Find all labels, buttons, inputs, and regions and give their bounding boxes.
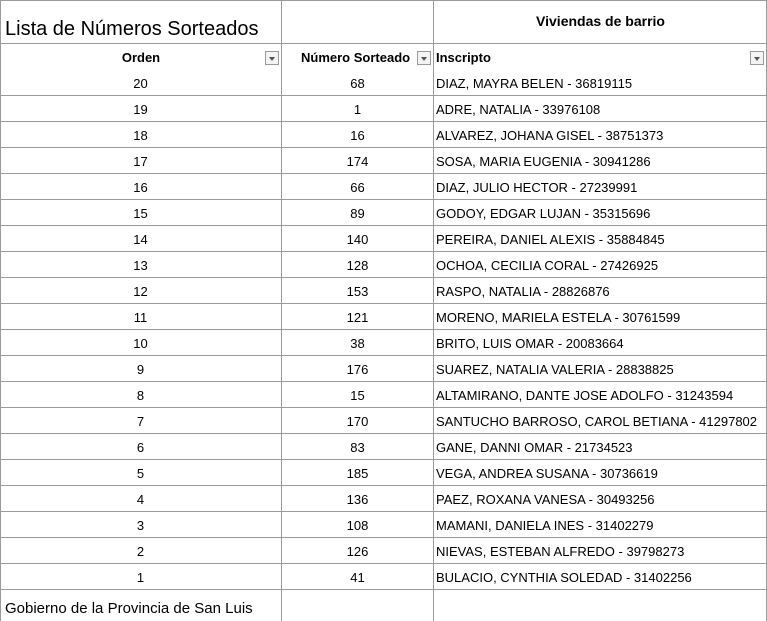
table-row[interactable] [0,460,767,486]
filter-dropdown-icon[interactable] [265,51,279,65]
cell-inscripto[interactable]: ALVAREZ, JOHANA GISEL - 38751373 [436,128,664,143]
cell-numero[interactable]: 176 [346,362,369,377]
cell-orden[interactable]: 15 [133,206,148,221]
cell-orden[interactable]: 8 [136,388,145,403]
cell-numero[interactable]: 15 [350,388,365,403]
table-row[interactable] [0,252,767,278]
cell-inscripto[interactable]: SANTUCHO BARROSO, CAROL BETIANA - 41297802 [436,414,758,429]
cell-orden[interactable]: 12 [133,284,148,299]
column-header-label: Inscripto [436,50,491,65]
cell-numero[interactable]: 16 [350,128,365,143]
cell-inscripto[interactable]: BULACIO, CYNTHIA SOLEDAD - 31402256 [436,570,692,585]
filter-dropdown-icon[interactable] [417,51,431,65]
column-header-label: Orden [121,50,161,65]
table-row[interactable] [0,330,767,356]
cell-inscripto[interactable]: SOSA, MARIA EUGENIA - 30941286 [436,154,651,169]
table-row[interactable] [0,538,767,564]
table-row[interactable] [0,226,767,252]
cell-numero[interactable]: 38 [350,336,365,351]
page-subtitle: Viviendas de barrio [536,13,665,29]
cell-orden[interactable]: 17 [133,154,148,169]
cell-inscripto[interactable]: RASPO, NATALIA - 28826876 [436,284,610,299]
cell-orden[interactable]: 6 [136,440,145,455]
cell-orden[interactable]: 13 [133,258,148,273]
cell-inscripto[interactable]: VEGA, ANDREA SUSANA - 30736619 [436,466,658,481]
cell-inscripto[interactable]: GANE, DANNI OMAR - 21734523 [436,440,633,455]
cell-numero[interactable]: 89 [350,206,365,221]
cell-inscripto[interactable]: DIAZ, MAYRA BELEN - 36819115 [436,76,633,91]
cell-orden[interactable]: 9 [136,362,145,377]
table-row[interactable] [0,148,767,174]
table-row[interactable] [0,122,767,148]
cell-inscripto[interactable]: GODOY, EDGAR LUJAN - 35315696 [436,206,651,221]
column-header-inscripto[interactable] [434,44,766,70]
cell-numero[interactable]: 128 [346,258,369,273]
cell-numero[interactable]: 126 [346,544,369,559]
filter-dropdown-icon[interactable] [750,51,764,65]
cell-numero[interactable]: 174 [346,154,369,169]
cell-inscripto[interactable]: MAMANI, DANIELA INES - 31402279 [436,518,654,533]
cell-inscripto[interactable]: DIAZ, JULIO HECTOR - 27239991 [436,180,638,195]
cell-orden[interactable]: 18 [133,128,148,143]
cell-numero[interactable]: 68 [350,76,365,91]
cell-inscripto[interactable]: ALTAMIRANO, DANTE JOSE ADOLFO - 31243594 [436,388,734,403]
cell-orden[interactable]: 4 [136,492,145,507]
cell-orden[interactable]: 5 [136,466,145,481]
cell-numero[interactable]: 140 [346,232,369,247]
cell-numero[interactable]: 170 [346,414,369,429]
cell-numero[interactable]: 66 [350,180,365,195]
page-title: Lista de Números Sorteados [5,18,259,40]
table-row[interactable] [0,486,767,512]
cell-numero[interactable]: 185 [346,466,369,481]
table-body [0,70,767,590]
table-row[interactable] [0,70,767,96]
column-header-numero[interactable] [282,44,433,70]
cell-inscripto[interactable]: OCHOA, CECILIA CORAL - 27426925 [436,258,659,273]
cell-numero[interactable]: 41 [350,570,365,585]
table-row[interactable] [0,564,767,590]
cell-inscripto[interactable]: MORENO, MARIELA ESTELA - 30761599 [436,310,681,325]
cell-orden[interactable]: 14 [133,232,148,247]
column-header-label: Número Sorteado [301,50,411,65]
cell-orden[interactable]: 19 [133,102,148,117]
table-row[interactable] [0,174,767,200]
cell-inscripto[interactable]: PEREIRA, DANIEL ALEXIS - 35884845 [436,232,665,247]
footer-text: Gobierno de la Provincia de San Luis [5,600,253,617]
cell-numero[interactable]: 108 [346,518,369,533]
cell-orden[interactable]: 11 [133,310,148,325]
table-row[interactable] [0,200,767,226]
table-row[interactable] [0,304,767,330]
cell-numero[interactable]: 136 [346,492,369,507]
cell-inscripto[interactable]: NIEVAS, ESTEBAN ALFREDO - 39798273 [436,544,685,559]
grid-line [0,589,767,590]
table-row[interactable] [0,512,767,538]
cell-orden[interactable]: 2 [136,544,145,559]
cell-inscripto[interactable]: PAEZ, ROXANA VANESA - 30493256 [436,492,655,507]
cell-orden[interactable]: 7 [136,414,145,429]
cell-inscripto[interactable]: BRITO, LUIS OMAR - 20083664 [436,336,624,351]
cell-numero[interactable]: 153 [346,284,369,299]
cell-orden[interactable]: 20 [133,76,148,91]
grid-line [0,0,767,1]
cell-numero[interactable]: 1 [353,102,362,117]
cell-orden[interactable]: 3 [136,518,145,533]
cell-inscripto[interactable]: ADRE, NATALIA - 33976108 [436,102,601,117]
table-row[interactable] [0,96,767,122]
table-row[interactable] [0,278,767,304]
column-header-orden[interactable] [1,44,281,70]
cell-numero[interactable]: 83 [350,440,365,455]
cell-inscripto[interactable]: SUAREZ, NATALIA VALERIA - 28838825 [436,362,674,377]
cell-orden[interactable]: 1 [136,570,145,585]
cell-orden[interactable]: 10 [133,336,148,351]
cell-orden[interactable]: 16 [133,180,148,195]
table-row[interactable] [0,382,767,408]
cell-numero[interactable]: 121 [346,310,369,325]
table-row[interactable] [0,408,767,434]
table-row[interactable] [0,434,767,460]
table-row[interactable] [0,356,767,382]
